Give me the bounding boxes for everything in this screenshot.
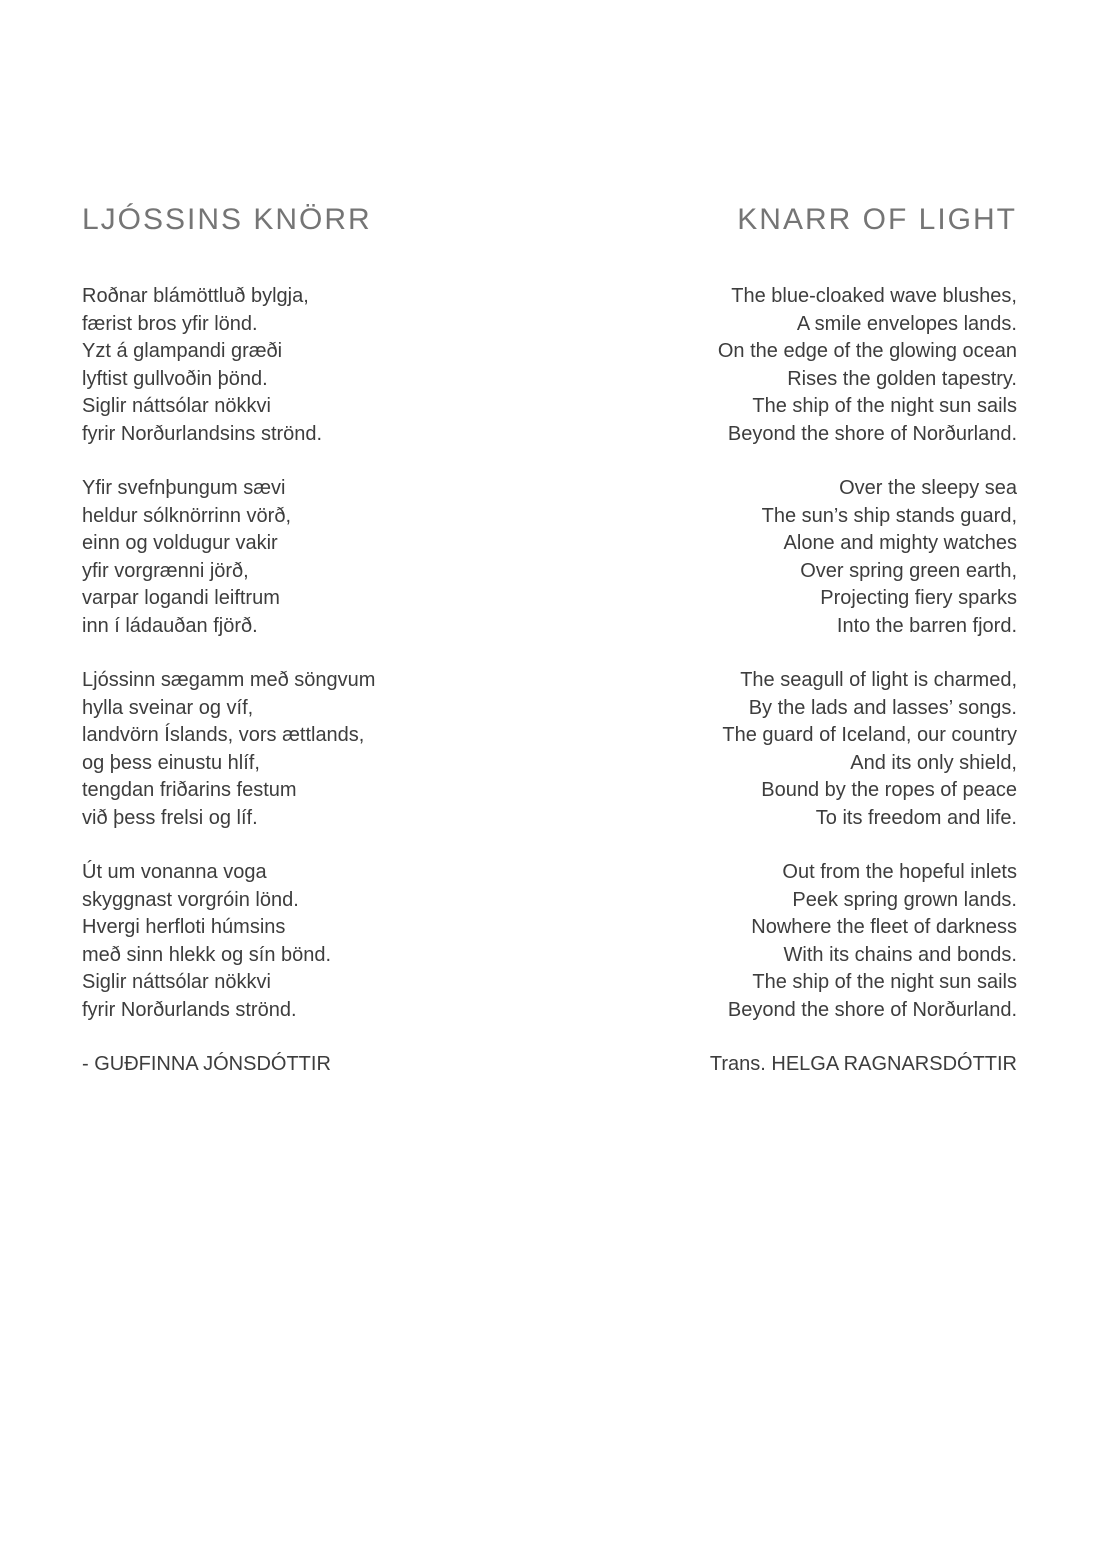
english-stanza-2 bbox=[550, 475, 1018, 640]
english-poem-title: KNARR OF LIGHT bbox=[737, 203, 1017, 236]
poem-line: Into the barren fjord. bbox=[836, 614, 1017, 637]
poem-line: Siglir náttsólar nökkvi bbox=[82, 395, 271, 417]
poem-line: fyrir Norðurlandsins strönd. bbox=[82, 422, 323, 445]
icelandic-stanza-3 bbox=[82, 667, 550, 832]
poem-line: Siglir náttsólar nökkvi bbox=[82, 971, 271, 993]
poem-line: Yfir svefnþungum sævi bbox=[82, 477, 286, 499]
english-translation-column bbox=[550, 200, 1018, 1079]
poem-line: færist bros yfir lönd. bbox=[82, 312, 258, 335]
poem-line: Út um vonanna voga bbox=[82, 861, 267, 883]
poem-line: tengdan friðarins festum bbox=[82, 779, 297, 801]
english-stanza-3 bbox=[550, 667, 1018, 832]
poem-line: The seagull of light is charmed, bbox=[740, 669, 1017, 691]
poem-line: Bound by the ropes of peace bbox=[761, 779, 1017, 801]
poem-line: skyggnast vorgróin lönd. bbox=[82, 888, 299, 911]
poem-line: The guard of Iceland, our country bbox=[722, 724, 1017, 746]
translator-attribution: Trans. HELGA RAGNARSDÓTTIR bbox=[709, 1053, 1017, 1075]
poem-line: Ljóssinn sægamm með söngvum bbox=[82, 669, 376, 691]
poem-line: With its chains and bonds. bbox=[783, 943, 1017, 966]
author-attribution: - GUÐFINNA JÓNSDÓTTIR bbox=[82, 1053, 331, 1075]
poem-columns bbox=[82, 200, 1017, 1079]
poem-line: Projecting fiery sparks bbox=[820, 587, 1017, 609]
poem-line: And its only shield, bbox=[850, 751, 1017, 774]
icelandic-stanza-4 bbox=[82, 859, 550, 1024]
poem-line: Beyond the shore of Norðurland. bbox=[727, 998, 1017, 1021]
poem-line: Hvergi herfloti húmsins bbox=[82, 916, 286, 938]
poem-line: hylla sveinar og víf, bbox=[82, 696, 254, 719]
poem-line: Out from the hopeful inlets bbox=[782, 861, 1017, 883]
poem-line: Rises the golden tapestry. bbox=[787, 367, 1017, 390]
poem-line: Nowhere the fleet of darkness bbox=[751, 916, 1017, 938]
poem-line: Peek spring grown lands. bbox=[792, 888, 1017, 911]
poem-line: með sinn hlekk og sín bönd. bbox=[82, 943, 332, 966]
poem-line: The sun’s ship stands guard, bbox=[761, 504, 1017, 527]
poem-line: By the lads and lasses’ songs. bbox=[748, 696, 1017, 719]
english-stanza-4 bbox=[550, 859, 1018, 1024]
poem-line: Alone and mighty watches bbox=[783, 532, 1017, 554]
poem-line: Roðnar blámöttluð bylgja, bbox=[82, 285, 309, 307]
poem-line: varpar logandi leiftrum bbox=[82, 587, 280, 609]
poem-line: Yzt á glampandi græði bbox=[82, 340, 283, 362]
poem-line: A smile envelopes lands. bbox=[796, 312, 1017, 335]
icelandic-poem-title: LJÓSSINS KNÖRR bbox=[82, 203, 372, 236]
poem-line: On the edge of the glowing ocean bbox=[717, 340, 1017, 362]
icelandic-poem-column bbox=[82, 200, 550, 1079]
poem-line: lyftist gullvoðin þönd. bbox=[82, 367, 268, 390]
poem-line: Beyond the shore of Norðurland. bbox=[727, 422, 1017, 445]
poem-line: heldur sólknörrinn vörð, bbox=[82, 504, 291, 527]
poem-line: inn í ládauðan fjörð. bbox=[82, 614, 258, 637]
poem-line: fyrir Norðurlands strönd. bbox=[82, 998, 297, 1021]
poem-line: og þess einustu hlíf, bbox=[82, 751, 260, 774]
poem-line: The ship of the night sun sails bbox=[752, 395, 1017, 417]
poem-line: The ship of the night sun sails bbox=[752, 971, 1017, 993]
icelandic-stanza-2 bbox=[82, 475, 550, 640]
poem-line: við þess frelsi og líf. bbox=[82, 806, 258, 829]
poem-line: To its freedom and life. bbox=[815, 806, 1017, 829]
poem-line: landvörn Íslands, vors ættlands, bbox=[82, 724, 365, 746]
poem-line: Over the sleepy sea bbox=[839, 477, 1017, 499]
poem-line: yfir vorgrænni jörð, bbox=[82, 559, 249, 582]
english-stanza-1 bbox=[550, 283, 1018, 448]
poem-line: The blue-cloaked wave blushes, bbox=[731, 285, 1017, 307]
poem-line: Over spring green earth, bbox=[800, 559, 1017, 582]
poem-line: einn og voldugur vakir bbox=[82, 532, 278, 554]
icelandic-stanza-1 bbox=[82, 283, 550, 448]
